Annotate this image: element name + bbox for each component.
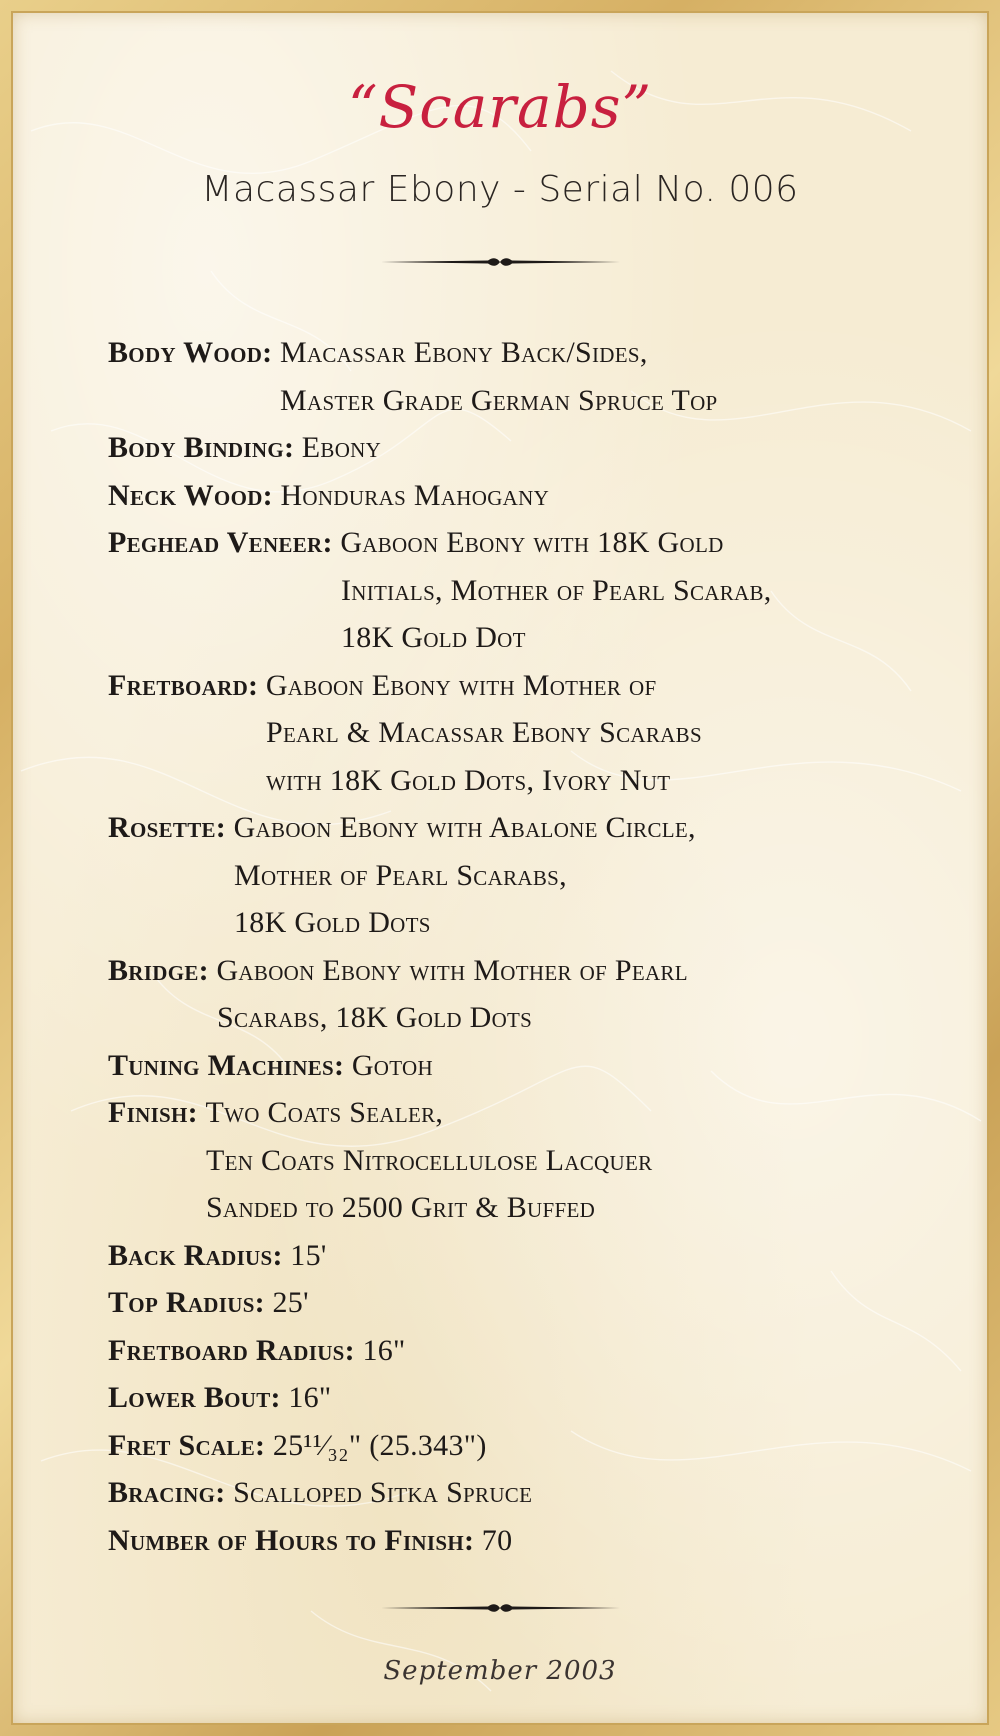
spec-value: Honduras Mahogany: [280, 478, 550, 512]
spec-value-continuation: Sanded to 2500 Grit & Buffed: [206, 1191, 596, 1224]
spec-label: Neck Wood:: [108, 478, 273, 512]
spec-value: Gotoh: [351, 1048, 433, 1082]
spec-value: Gaboon Ebony with Mother of: [265, 668, 657, 702]
spec-value: Gaboon Ebony with Mother of Pearl: [216, 953, 688, 987]
date-footer: September 2003: [383, 1656, 617, 1686]
spec-row: [108, 1469, 968, 1517]
spec-value-continuation: Ten Coats Nitrocellulose Lacquer: [206, 1143, 653, 1177]
spec-value-continuation: with 18K Gold Dots, Ivory Nut: [266, 763, 671, 797]
spec-row: [108, 1374, 968, 1422]
spec-row: [108, 519, 968, 662]
parchment-card: [11, 11, 989, 1725]
spec-label: Fretboard Radius:: [108, 1333, 355, 1367]
spec-label: Body Binding:: [108, 431, 295, 464]
spec-value: Ebony: [301, 431, 382, 464]
spec-value: 25¹¹⁄₃₂" (25.343"): [272, 1428, 487, 1462]
spec-value: 25': [272, 1286, 309, 1319]
spec-row: [108, 1089, 968, 1232]
spec-row: [108, 472, 968, 520]
spec-row: [108, 1327, 968, 1375]
spec-label: Fret Scale:: [108, 1428, 266, 1462]
spec-value-continuation: 18K Gold Dots: [234, 906, 431, 939]
spec-row: [108, 1042, 968, 1090]
spec-row: [108, 1279, 968, 1327]
spec-label: Top Radius:: [108, 1286, 265, 1319]
spec-value: 16": [362, 1333, 406, 1367]
spec-value-continuation: Scarabs, 18K Gold Dots: [217, 1001, 533, 1034]
spec-row: [108, 1422, 968, 1470]
spec-value-continuation: 18K Gold Dot: [341, 621, 526, 654]
guitar-subtitle: Macassar Ebony - Serial No. 006: [201, 169, 799, 210]
spec-row: [108, 1232, 968, 1280]
spec-value-continuation: Initials, Mother of Pearl Scarab,: [341, 573, 772, 607]
spec-value: Scalloped Sitka Spruce: [233, 1476, 533, 1509]
spec-label: Peghead Veneer:: [108, 526, 333, 559]
guitar-title: “Scarabs”: [347, 73, 653, 141]
spec-value: Two Coats Sealer,: [205, 1096, 444, 1129]
specifications-list: [108, 329, 968, 1564]
spec-label: Body Wood:: [108, 336, 273, 369]
spec-label: Number of Hours to Finish:: [108, 1523, 475, 1557]
spec-value-continuation: Master Grade German Spruce Top: [280, 383, 718, 417]
spec-label: Tuning Machines:: [108, 1048, 345, 1082]
spec-label: Bridge:: [108, 953, 209, 987]
spec-value: 70: [481, 1523, 513, 1557]
spec-row: [108, 424, 968, 472]
spec-label: Fretboard:: [108, 668, 259, 702]
spec-label: Bracing:: [108, 1476, 226, 1509]
top-divider-ornament: [380, 255, 620, 269]
spec-row: [108, 329, 968, 424]
spec-value-continuation: Pearl & Macassar Ebony Scarabs: [266, 716, 702, 749]
spec-label: Back Radius:: [108, 1238, 283, 1272]
bottom-divider-ornament: [380, 1601, 620, 1615]
spec-value: 15': [290, 1238, 327, 1272]
spec-row: [108, 947, 968, 1042]
spec-row: [108, 804, 968, 947]
spec-label: Lower Bout:: [108, 1381, 281, 1414]
spec-value: Macassar Ebony Back/Sides,: [279, 336, 648, 369]
spec-value: Gaboon Ebony with 18K Gold: [340, 526, 724, 559]
spec-value: Gaboon Ebony with Abalone Circle,: [233, 811, 696, 844]
spec-value: 16": [288, 1381, 332, 1414]
spec-label: Rosette:: [108, 811, 227, 844]
spec-value-continuation: Mother of Pearl Scarabs,: [234, 858, 567, 892]
spec-row: [108, 1517, 968, 1565]
spec-label: Finish:: [108, 1096, 198, 1129]
spec-row: [108, 662, 968, 805]
